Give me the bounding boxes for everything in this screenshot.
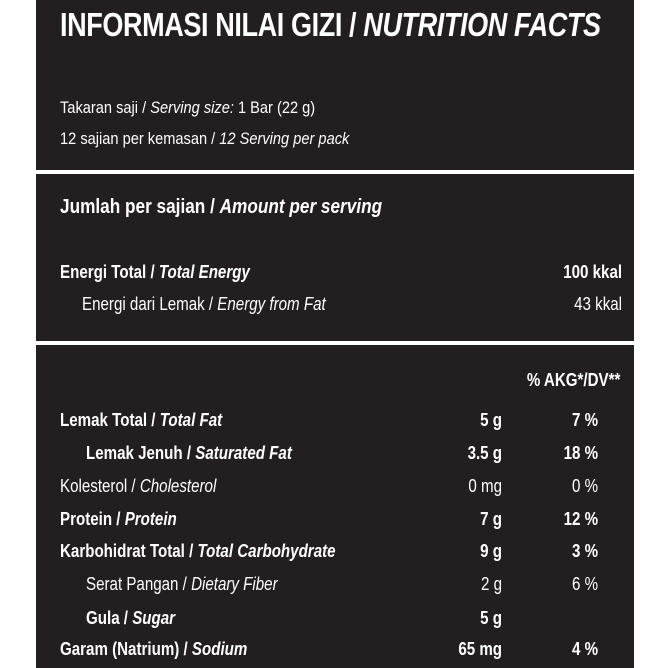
nutrient-label-id: Protein / <box>60 509 125 529</box>
nutrient-amount: 5 g <box>480 608 502 628</box>
nutrient-row <box>36 537 634 569</box>
divider-rule <box>36 170 634 174</box>
nutrient-label <box>60 509 177 530</box>
servings-per-pack-id: 12 sajian per kemasan / <box>60 129 220 148</box>
nutrient-daily-value: 12 % <box>563 509 598 529</box>
nutrient-daily-value: 4 % <box>571 639 598 659</box>
nutrient-amount: 9 g <box>480 541 502 561</box>
nutrition-facts-panel <box>36 0 634 668</box>
energy-fat-value: 43 kkal <box>574 294 622 314</box>
nutrient-label <box>86 608 175 629</box>
divider-rule <box>36 341 634 345</box>
nutrient-row <box>36 439 634 471</box>
serving-size-label-id: Takaran saji / <box>60 98 151 117</box>
nutrient-label <box>60 639 247 660</box>
daily-value-header: % AKG*/DV** <box>526 370 620 390</box>
nutrient-daily-value: 18 % <box>563 443 598 463</box>
nutrient-daily-value: 3 % <box>571 541 598 561</box>
nutrient-amount: 5 g <box>480 410 502 430</box>
nutrient-label-en: Saturated Fat <box>195 443 292 463</box>
nutrient-label <box>86 574 278 595</box>
servings-per-pack-en: 12 Serving per pack <box>219 129 350 148</box>
nutrient-label-id: Serat Pangan / <box>86 574 192 594</box>
page-title <box>60 6 601 44</box>
nutrient-label-id: Gula / <box>86 608 133 628</box>
nutrient-row <box>36 635 634 667</box>
nutrient-label-en: Sodium <box>191 639 248 659</box>
energy-fat-label-id: Energi dari Lemak / <box>82 294 218 314</box>
nutrient-label-id: Lemak Jenuh / <box>86 443 196 463</box>
title-id: INFORMASI NILAI GIZI / <box>60 6 364 43</box>
nutrient-label-id: Kolesterol / <box>60 476 140 496</box>
nutrient-label <box>60 541 336 562</box>
amount-per-serving-header <box>60 196 382 219</box>
nutrient-amount: 0 mg <box>468 476 502 496</box>
nutrient-daily-value: 7 % <box>571 410 598 430</box>
nutrient-daily-value: 0 % <box>571 476 598 496</box>
nutrient-label <box>86 443 292 464</box>
nutrient-label-id: Karbohidrat Total / <box>60 541 198 561</box>
nutrient-daily-value: 6 % <box>571 574 598 594</box>
amount-header-en: Amount per serving <box>219 196 383 218</box>
nutrient-amount: 65 mg <box>458 639 502 659</box>
nutrient-label-en: Protein <box>124 509 177 529</box>
title-en: NUTRITION FACTS <box>363 6 601 43</box>
serving-size-value: 1 Bar (22 g) <box>233 98 316 117</box>
nutrient-label-en: Total Carbohydrate <box>197 541 336 561</box>
nutrient-row <box>36 472 634 504</box>
nutrient-label <box>60 410 222 431</box>
energy-total-label-en: Total Energy <box>158 262 250 282</box>
servings-per-pack-line <box>60 123 349 154</box>
serving-size-label-en: Serving size: <box>150 98 234 117</box>
nutrient-label-en: Sugar <box>132 608 176 628</box>
energy-total-value: 100 kkal <box>563 262 622 282</box>
nutrient-amount: 7 g <box>480 509 502 529</box>
nutrient-row <box>36 505 634 537</box>
nutrient-label-en: Dietary Fiber <box>191 574 278 594</box>
amount-header-id: Jumlah per sajian / <box>60 196 220 218</box>
nutrient-label-id: Garam (Natrium) / <box>60 639 192 659</box>
energy-fat-label-en: Energy from Fat <box>217 294 326 314</box>
nutrient-label-id: Lemak Total / <box>60 410 160 430</box>
serving-info <box>60 92 349 154</box>
nutrient-label <box>60 476 216 497</box>
energy-total-label <box>60 262 250 283</box>
serving-size-line <box>60 92 349 123</box>
energy-total-label-id: Energi Total / <box>60 262 159 282</box>
energy-fat-row <box>36 290 634 322</box>
nutrient-amount: 2 g <box>480 574 502 594</box>
nutrient-row <box>36 604 634 636</box>
nutrient-row <box>36 570 634 602</box>
nutrient-row <box>36 406 634 438</box>
nutrient-amount: 3.5 g <box>467 443 502 463</box>
energy-total-row <box>36 258 634 290</box>
energy-fat-label <box>82 294 326 315</box>
nutrient-label-en: Cholesterol <box>139 476 217 496</box>
nutrient-label-en: Total Fat <box>159 410 223 430</box>
